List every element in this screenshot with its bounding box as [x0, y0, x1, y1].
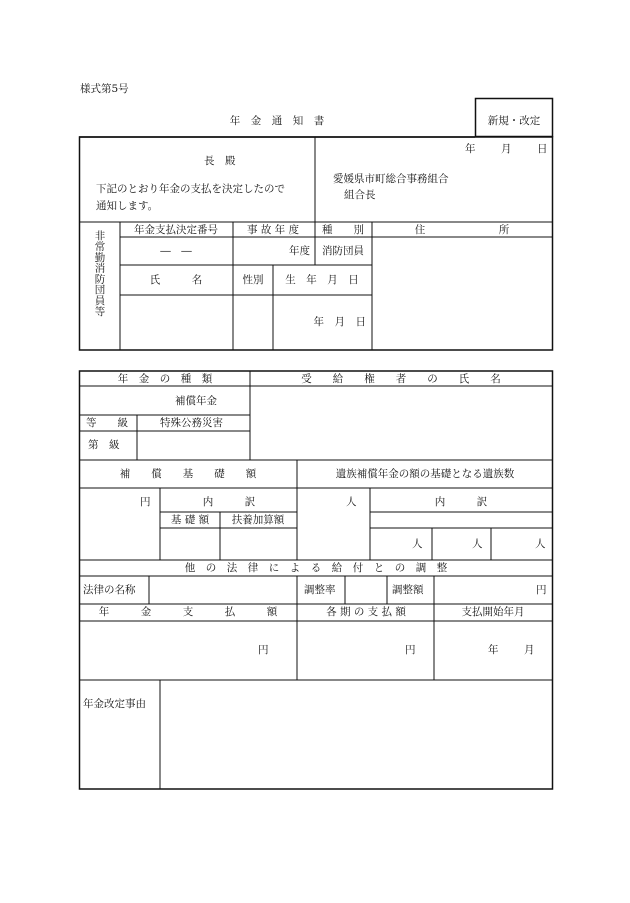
law-name-label: 法律の名称	[83, 584, 136, 596]
side-label: 非常勤消防団員等	[93, 230, 106, 317]
col-address: 住 所	[414, 224, 510, 236]
col-name: 氏 名	[149, 274, 203, 286]
pension-kind-value: 補償年金	[175, 395, 217, 407]
annual-yen: 円	[258, 644, 269, 656]
col-survivor-count: 遺族補償年金の額の基礎となる遺族数	[335, 468, 515, 480]
col-birth: 生 年 月 日	[285, 274, 359, 286]
new-revised-label: 新規・改定	[487, 115, 541, 127]
bottom-section-frame	[80, 371, 553, 789]
survivor-breakdown-label: 内 訳	[434, 496, 488, 508]
period-yen: 円	[405, 644, 416, 656]
pension-number-placeholder: ― ―	[160, 245, 192, 257]
issuer-org: 愛媛県市町総合事務組合	[333, 173, 449, 185]
survivor-unit-3: 人	[535, 538, 546, 550]
date-month: 月	[501, 143, 512, 155]
col-pension-kind: 年 金 の 種 類	[117, 373, 213, 385]
col-accident-year: 事 故 年 度	[246, 224, 300, 236]
type-value: 消防団員	[322, 245, 364, 257]
adjust-rate-label: 調整率	[304, 584, 336, 596]
grade-label: 等 級	[86, 417, 128, 429]
col-beneficiary: 受 給 権 者 の 氏 名	[301, 373, 501, 385]
accident-year-suffix: 年度	[289, 245, 310, 257]
revision-reason-label: 年金改定事由	[83, 698, 146, 710]
adjust-amount-yen: 円	[536, 584, 547, 596]
col-annual-payment: 年 金 支 払 額	[98, 606, 278, 618]
col-start-month: 支払開始年月	[461, 606, 525, 618]
level-label: 第 級	[88, 439, 120, 451]
dependent-sub-label: 扶養加算額	[231, 514, 285, 526]
date-year: 年	[465, 143, 476, 155]
col-sex: 性別	[242, 274, 264, 286]
base-breakdown-label: 内 訳	[202, 496, 256, 508]
survivor-unit-2: 人	[472, 538, 483, 550]
col-pension-number: 年金支払決定番号	[134, 224, 218, 236]
survivor-persons: 人	[346, 496, 357, 508]
notice-line-2: 通知します。	[96, 200, 159, 212]
col-type: 種 別	[322, 224, 364, 236]
notice-line-1: 下記のとおり年金の支払を決定したので	[96, 183, 285, 195]
col-base-amount: 補 償 基 礎 額	[119, 468, 257, 480]
recipient-suffix: 長 殿	[204, 155, 236, 167]
base-sub-label: 基 礎 額	[170, 514, 210, 526]
other-law-heading: 他 の 法 律 に よ る 給 付 と の 調 整	[184, 562, 448, 574]
start-year: 年	[488, 644, 499, 656]
survivor-unit-1: 人	[412, 538, 423, 550]
adjust-amount-label: 調整額	[392, 584, 424, 596]
base-amount-yen: 円	[140, 496, 151, 508]
document-title: 年 金 通 知 書	[229, 115, 325, 127]
birth-placeholder: 年 月 日	[313, 316, 366, 328]
date-day: 日	[537, 143, 548, 155]
start-month: 月	[524, 644, 535, 656]
issuer-title: 組合長	[344, 189, 376, 201]
form-number: 様式第5号	[80, 83, 129, 95]
col-period-payment: 各 期 の 支 払 額	[326, 606, 406, 618]
grade-value: 特殊公務災害	[160, 417, 223, 429]
